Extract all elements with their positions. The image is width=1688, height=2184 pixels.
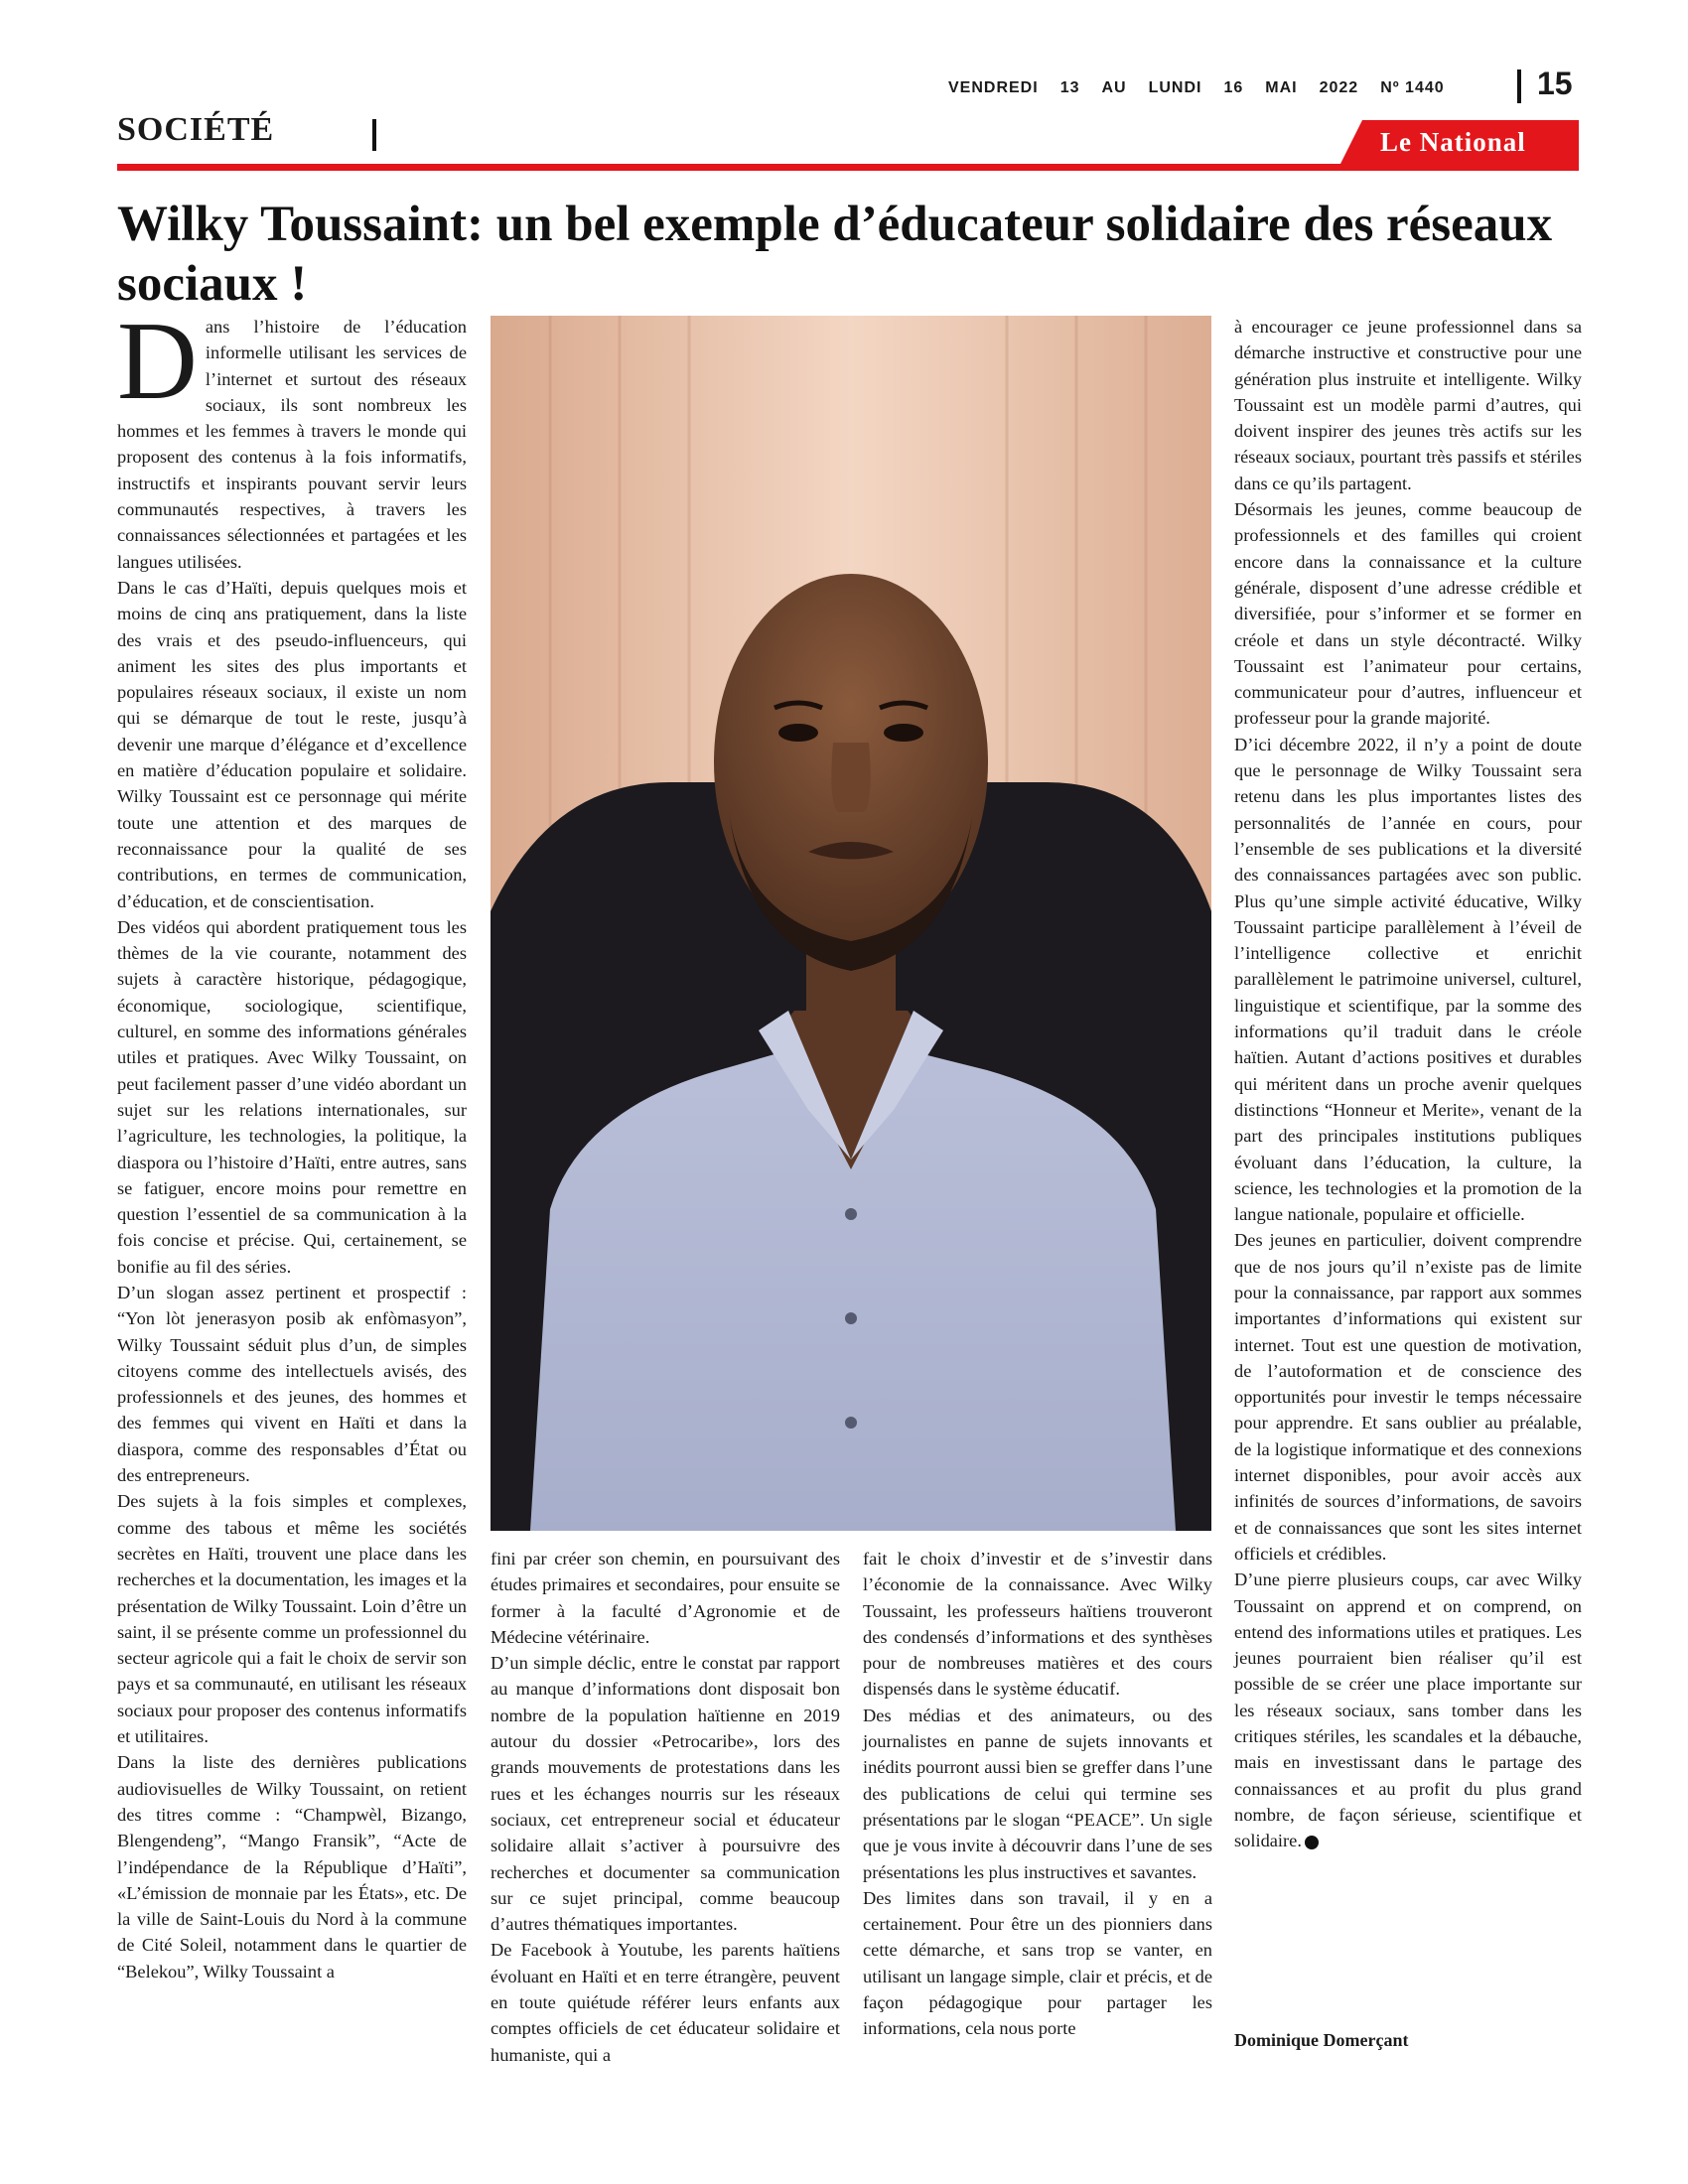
author-signature: Dominique Domerçant: [1234, 2030, 1409, 2050]
issue-date: [948, 79, 1467, 97]
paragraph: [1234, 1567, 1582, 1853]
header-rule: [117, 164, 1579, 171]
paragraph-text: ans l’histoire de l’éducation informelle utilisant les services de l’internet et surtout des réseaux sociaux, ils sont nombreux les hommes et les femmes à travers le monde qui proposent des contenus à la fois informatifs, instructifs et inspirants pouvant servir leurs communautés respectives, à travers les connaissances sélectionnées et partagées et les langues utilisées.: [117, 317, 467, 572]
newspaper-brand: Le National: [1380, 127, 1526, 157]
portrait-illustration: [491, 316, 1211, 1531]
paragraph: Des sujets à la fois simples et complexes, comme des tabous et même les sociétés secrètes en Haïti, trouvent une place dans les recherches et la documentation, les images et la présentation de Wilky Toussaint. Loin d’être un saint, il se présente comme un professionnel du secteur agricole qui a fait le choix de servir son pays et sa communauté, en utilisant les réseaux sociaux pour proposer des contenus informatifs et utilitaires.: [117, 1491, 467, 1747]
portrait-photo: [491, 316, 1211, 1531]
paragraph: D’ici décembre 2022, il n’y a point de doute que le personnage de Wilky Toussaint sera retenu dans les plus importantes listes des personnalités de l’année en cours, pour l’ensemble de ses publications et la diversité des connaissances partagées avec son public. Plus qu’une simple activité éducative, Wilky Toussaint participe parallèlement à l’éveil de l’intelligence collective et enrichit parallèlement le patrimoine universel, culturel, linguistique et scientifique, par la somme des informations qu’il traduit dans le créole haïtien. Autant d’actions positives et durables qui méritent dans un proche avenir quelques distinctions “Honneur et Merite», venant de la part des principales institutions publiques évoluant dans l’éducation, la culture, la science, les technologies et la promotion de la langue nationale, populaire et officielle.: [1234, 734, 1582, 1225]
date-part: LUNDI: [1148, 79, 1202, 96]
end-of-article-icon: [1305, 1836, 1319, 1849]
paragraph: fait le choix d’investir et de s’investir dans l’économie de la connaissance. Avec Wilky Toussaint, les professeurs haïtiens trouveront des condensés d’informations et des synthèses pour de nombreuses matières et des cours dispensés dans le système éducatif.: [863, 1549, 1212, 1700]
paragraph: Dans la liste des dernières publications audiovisuelles de Wilky Toussaint, on retient des titres comme : “Champwèl, Bizango, Blengendeng”, “Mango Fransik”, “Acte de l’indépendance de la République d’Haïti”, «L’émission de monnaie par les États», etc. De la ville de Saint-Louis du Nord à la commune de Cité Soleil, notamment dans le quartier de “Belekou”, Wilky Toussaint a: [117, 1752, 467, 1981]
paragraph: D’un simple déclic, entre le constat par rapport au manque d’informations dont disposait bon nombre de la population haïtienne en 2019 autour du dossier «Petrocaribe», lors des grands mouvements de protestations dans les rues et les échanges nourris sur les réseaux sociaux, cet entrepreneur social et éducateur solidaire allait s’activer à poursuivre des recherches et documenter sa communication sur ce sujet principal, comme beaucoup d’autres thématiques importantes.: [491, 1653, 840, 1935]
issue-number: Nº 1440: [1380, 79, 1445, 96]
section-divider: [372, 119, 376, 151]
paragraph-text: D’une pierre plusieurs coups, car avec Wilky Toussaint on apprend et on comprend, on entend des informations utiles et pratiques. Les jeunes pourraient bien réaliser qu’il est possible de se créer une place importante sur les réseaux sociaux, sans tomber dans les critiques stériles, les scandales et la débauche, mais en investissant dans le partage des connaissances et au profit du plus grand nombre, de façon sérieuse, scientifique et solidaire.: [1234, 1570, 1582, 1851]
section-title: SOCIÉTÉ: [117, 111, 275, 148]
article-column-1: [117, 300, 467, 1984]
article-column-3: [863, 1546, 1212, 2042]
paragraph: Désormais les jeunes, comme beaucoup de professionnels et des familles qui croient encore dans la connaissance et la culture générale, disposent d’une adresse crédible et diversifiée, pour s’informer et se former en créole et dans un style décontracté. Wilky Toussaint est l’animateur pour certains, communicateur pour d’autres, influenceur et professeur pour la grande majorité.: [1234, 499, 1582, 729]
paragraph: D’un slogan assez pertinent et prospectif : “Yon lòt jenerasyon posib ak enfòmasyon”, Wilky Toussaint séduit plus d’un, de simples citoyens comme des intellectuels avisés, des professionnels et des jeunes, des hommes et des femmes qui vivent en Haïti et dans la diaspora, comme des responsables d’État ou des entrepreneurs.: [117, 1282, 467, 1486]
header-divider: [1517, 69, 1521, 103]
paragraph: Dans le cas d’Haïti, depuis quelques mois et moins de cinq ans pratiquement, dans la liste des vrais et des pseudo-influenceurs, qui animent les sites des plus importants et populaires réseaux sociaux, il existe un nom qui se démarque de tout le reste, jusqu’à devenir une marque d’élégance et d’excellence en matière d’éducation populaire et solidaire. Wilky Toussaint est ce personnage qui mérite toute une attention et des marques de reconnaissance pour la qualité de ses contributions, en termes de communication, d’éducation, et de conscientisation.: [117, 577, 467, 911]
article-headline: Wilky Toussaint: un bel exemple d’éducateur solidaire des réseaux sociaux !: [117, 197, 1553, 312]
paragraph: Des vidéos qui abordent pratiquement tous les thèmes de la vie courante, notamment des sujets à caractère historique, pédagogique, économique, sociologique, scientifique, culturel, en somme des informations générales utiles et pratiques. Avec Wilky Toussaint, on peut facilement passer d’une vidéo abordant un sujet sur les relations internationales, sur l’agriculture, les technologies, la politique, la diaspora ou l’histoire d’Haïti, entre autres, sans se fatiguer, encore moins pour remettre en question l’essentiel de sa communication à la fois concise et précise. Qui, certainement, se bonifie au fil des séries.: [117, 916, 467, 1277]
article-column-2: [491, 1546, 840, 2068]
drop-cap: D: [117, 300, 198, 423]
paragraph: Des jeunes en particulier, doivent comprendre que de nos jours qu’il n’existe pas de limite pour la connaissance, par rapport aux sommes importantes d’informations qui existent sur internet. Tout est une question de motivation, de l’autoformation et de conscience des opportunités pour investir le temps nécessaire pour apprendre. Et sans oublier au préalable, de la logistique informatique et des connexions internet disponibles, pour avoir accès aux infinités de sources d’informations, de savoirs et de connaissances que sont les sites internet officiels et crédibles.: [1234, 1230, 1582, 1564]
date-part: 16: [1223, 79, 1244, 96]
paragraph: fini par créer son chemin, en poursuivant des études primaires et secondaires, pour ensuite se former à la faculté d’Agronomie et de Médecine vétérinaire.: [491, 1549, 840, 1647]
paragraph: Des limites dans son travail, il y en a certainement. Pour être un des pionniers dans cette démarche, et sans trop se vanter, en utilisant un langage simple, clair et précis, et de façon pédagogique pour partager les informations, cela nous porte: [863, 1887, 1212, 2039]
date-part: 13: [1059, 79, 1080, 96]
date-part: AU: [1101, 79, 1127, 96]
date-day-name: VENDREDI: [948, 79, 1039, 96]
article-column-4: [1234, 314, 1582, 1854]
paragraph: à encourager ce jeune professionnel dans sa démarche instructive et constructive pour une génération plus instruite et intelligente. Wilky Toussaint est un modèle parmi d’autres, qui doivent inspirer des jeunes très actifs sur les réseaux sociaux, pourtant très passifs et stériles dans ce qu’ils partagent.: [1234, 317, 1582, 493]
paragraph: Des médias et des animateurs, ou des journalistes en panne de sujets innovants et inédits pourront aussi bien se greffer dans l’une des publications de celui qui termine ses présentations par le slogan “PEACE”. Un sigle que je vous invite à découvrir dans l’une de ses présentations les plus instructives et savantes.: [863, 1705, 1212, 1882]
page-number: 15: [1537, 66, 1573, 101]
paragraph: De Facebook à Youtube, les parents haïtiens évoluant en Haïti et en terre étrangère, peuvent en toute quiétude référer leurs enfants aux comptes officiels de cet éducateur solidaire et humaniste, qui a: [491, 1940, 840, 2065]
paragraph: [117, 300, 467, 575]
date-part: MAI: [1265, 79, 1298, 96]
date-part: 2022: [1319, 79, 1359, 96]
